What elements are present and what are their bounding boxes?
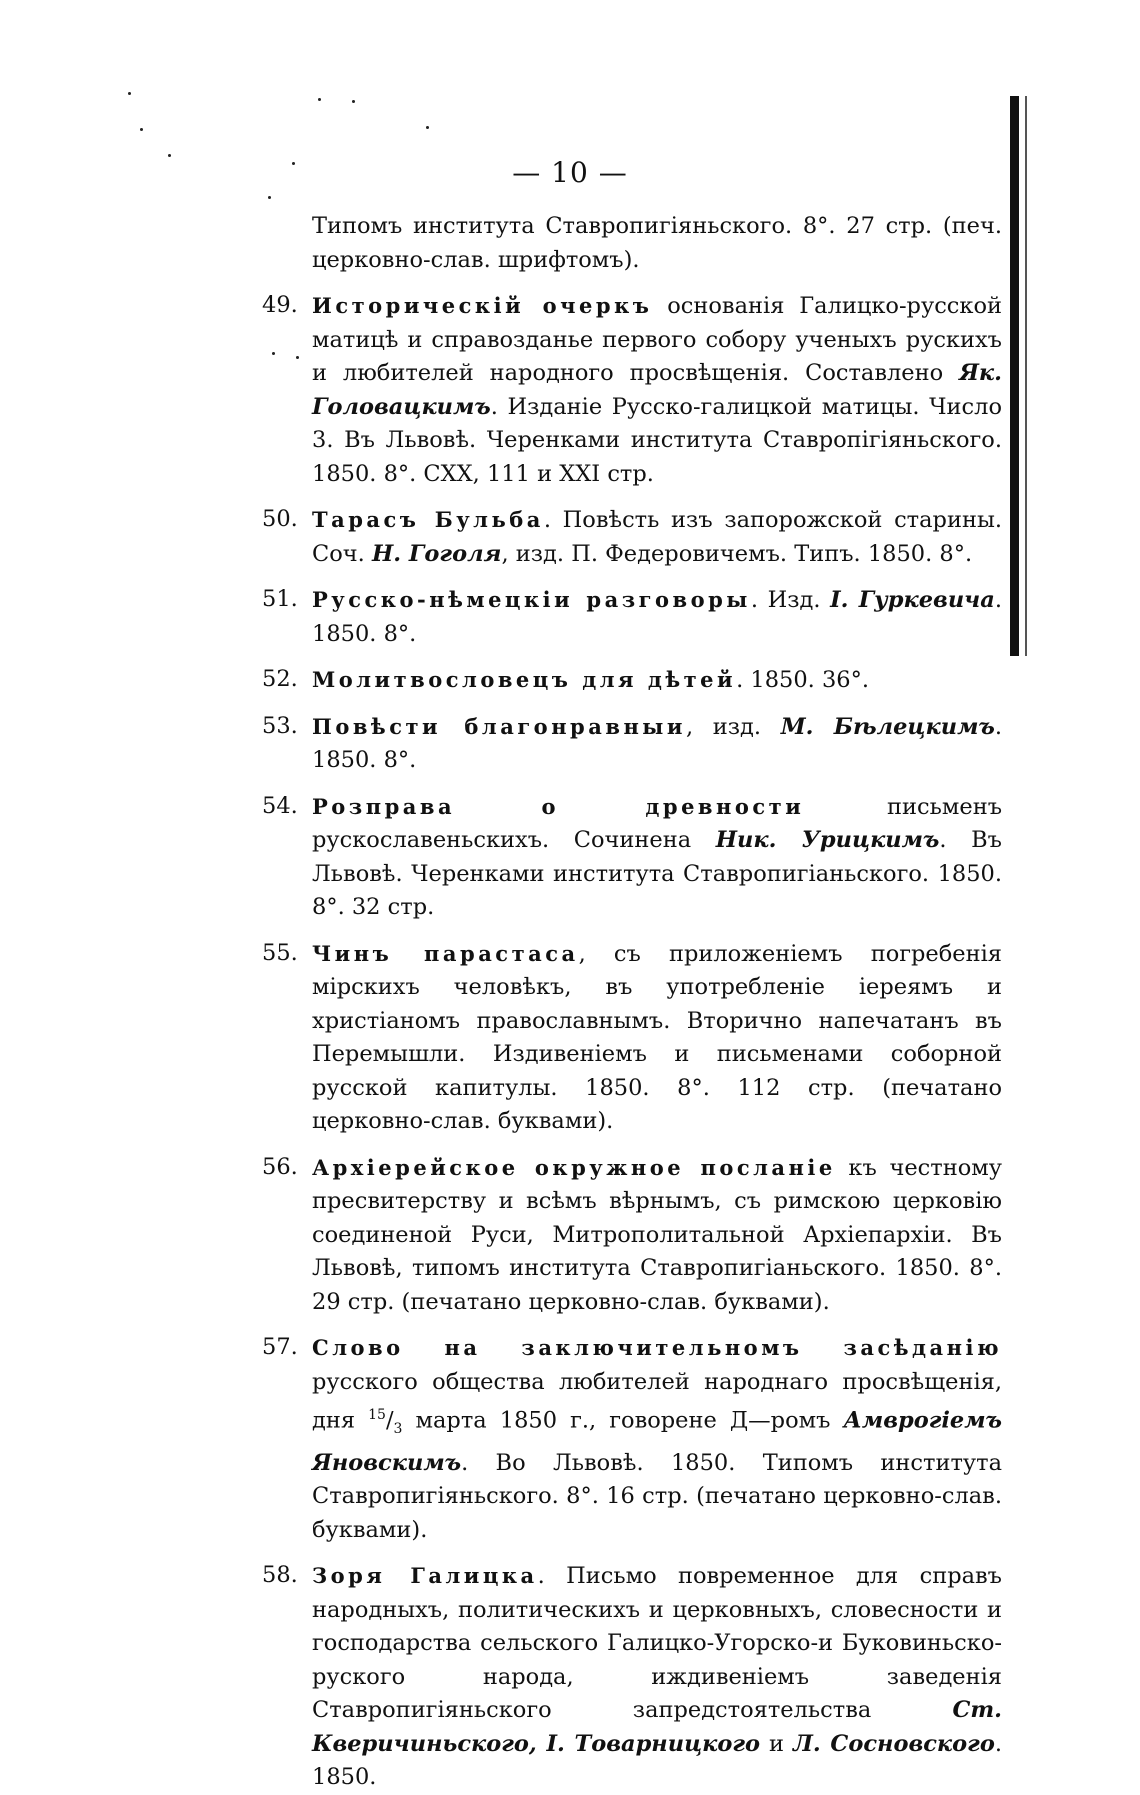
scan-speck bbox=[268, 196, 271, 199]
entry-51 bbox=[262, 583, 1002, 651]
entry-49 bbox=[262, 289, 1002, 491]
entry-text: къ честному пресвитерству и всѣмъ вѣрнымъ, съ римскою церковію соединеной Руси, Митрополитальной Архіепархіи. Въ Львовѣ, типомъ института Ставропигіаньского. 1850. 8°. 29 стр. (печатано церковно-слав. буквами). bbox=[312, 1154, 1002, 1315]
bibliography-list bbox=[262, 210, 1002, 1795]
entry-text: . 1850. 8°. bbox=[312, 587, 1002, 647]
entry-title: Слово на заключительномъ засѣданію bbox=[312, 1335, 1002, 1360]
entry-title: Архіерейское окружное посланіе bbox=[312, 1154, 836, 1180]
entry-50 bbox=[262, 503, 1002, 571]
entry-text: . 1850. 8°. bbox=[312, 713, 1002, 773]
entry-number: 54. bbox=[262, 792, 298, 819]
entry-title: Повѣсти благонравныи bbox=[312, 713, 686, 739]
entry-text: . 1850. 36°. bbox=[736, 667, 869, 693]
entry-text: . Повѣсть изъ запорожской старины. Соч. bbox=[312, 507, 1002, 567]
entry-55 bbox=[262, 937, 1002, 1139]
entry-text: марта 1850 г., говорене Д—ромъ bbox=[402, 1407, 844, 1434]
entry-58 bbox=[262, 1559, 1002, 1795]
entry-author: Як. Головацкимъ bbox=[312, 360, 1002, 420]
entry-53 bbox=[262, 710, 1002, 778]
entry-author: I. Гуркевича bbox=[830, 587, 995, 613]
entry-author: Л. Сосновского bbox=[793, 1730, 995, 1757]
entry-text: . Письмо повременное для справъ народныхъ, политическихъ и церковныхъ, словесности и господарства сельского Галицко-Угорско-и Буковиньско-руского народа, иждивеніемъ заведенія Ставропигіяньского запредстоятельства bbox=[312, 1563, 1002, 1723]
entry-number: 55. bbox=[262, 939, 298, 966]
entry-text: . Во Львовѣ. 1850. Типомъ института Ставропигіяньского. 8°. 16 стр. (печатано церковно-слав. буквами). bbox=[312, 1449, 1002, 1543]
date-fraction-numerator: 15 bbox=[368, 1407, 386, 1423]
scan-speck bbox=[318, 98, 321, 101]
entry-title: Тарасъ Бульба bbox=[312, 507, 544, 532]
entry-author: Амврогіемъ Яновскимъ bbox=[312, 1407, 1002, 1476]
entry-text: письменъ рускославеньскихъ. Сочинена bbox=[312, 793, 1003, 853]
entry-57: 57. Слово на заключительномъ засѣданію русского общества любителей народнаго просвѣщенія, дня $^{15}/_3$ марта 1850 г., говорене Д—ромъ Амврогіемъ Яновскимъ. Во Львовѣ. 1850. Типомъ института Ставропигіяньского. 8°. 16 стр. (печатано церковно-слав. буквами). bbox=[262, 1331, 1002, 1547]
entry-title: Чинъ парастаса bbox=[312, 940, 579, 966]
entry-title: Зоря Галицка bbox=[312, 1563, 538, 1588]
entry-title: Историческій очеркъ bbox=[312, 293, 653, 318]
entry-number: 58. bbox=[262, 1562, 298, 1588]
entry-text: , изд. П. Федеровичемъ. Типъ. 1850. 8°. bbox=[501, 540, 973, 567]
entry-author: Ст. Кверичиньского, I. Товарницкого bbox=[312, 1697, 1002, 1757]
entry-54 bbox=[262, 790, 1002, 925]
entry-number: 57. bbox=[262, 1334, 298, 1360]
entry-text: . Изданіе Русско-галицкой матицы. Число 3. Въ Львовѣ. Черенками института Ставропігіяньского. 1850. 8°. CXX, 111 и XXI стр. bbox=[312, 393, 1002, 487]
entry-number: 50. bbox=[262, 506, 298, 532]
entry-text: . 1850. bbox=[312, 1730, 1002, 1790]
entry-title: Русско-нѣмецкіи разговоры bbox=[312, 587, 751, 612]
entry-number: 56. bbox=[262, 1153, 298, 1180]
entry-author: Н. Гоголя bbox=[371, 540, 502, 567]
entry-number: 53. bbox=[262, 712, 298, 739]
entry-text: . Въ Львовѣ. Черенками института Ставропигіаньского. 1850. 8°. 32 стр. bbox=[312, 827, 1002, 920]
entry-text: и bbox=[760, 1730, 794, 1757]
entry-text: , изд. bbox=[685, 713, 781, 740]
scan-speck bbox=[426, 126, 429, 129]
entry-text: . Изд. bbox=[750, 587, 831, 613]
entry-text: русского общества любителей народнаго просвѣщенія, дня bbox=[312, 1368, 1002, 1434]
entry-number: 51. bbox=[262, 586, 298, 612]
date-fraction-denominator: 3 bbox=[393, 1421, 403, 1437]
entry-title: Молитвословецъ для дѣтей bbox=[312, 667, 737, 692]
entry-52 bbox=[262, 663, 1002, 698]
entry-56 bbox=[262, 1151, 1002, 1320]
entry-author: М. Бѣлецкимъ bbox=[780, 713, 995, 740]
entry-number: 49. bbox=[262, 292, 298, 318]
page-number: — 10 — bbox=[512, 156, 628, 189]
scan-speck bbox=[140, 128, 143, 131]
entry-title: Розправа о древности bbox=[312, 793, 805, 819]
scan-speck bbox=[128, 92, 131, 95]
entry-author: Ник. Урицкимъ bbox=[715, 827, 940, 853]
entry-text: , съ приложеніемъ погребенія мірскихъ человѣкъ, въ употребленіе іереямъ и христіаномъ православнымъ. Вторично напечатанъ въ Перемышли. Издивеніемъ и письменами соборной русской капитулы. 1850. 8°. 112 стр. (печатано церковно-слав. буквами). bbox=[312, 940, 1002, 1134]
entry-number: 52. bbox=[262, 666, 298, 692]
entry-text: основанія Галицко-русской матицѣ и справозданье первого собору ученыхъ рускихъ и любителей народного просвѣщенія. Составлено bbox=[312, 293, 1002, 386]
scan-speck bbox=[352, 100, 355, 103]
continued-entry-text: Типомъ института Ставропигіяньского. 8°. 27 стр. (печ. церковно-слав. шрифтомъ). bbox=[312, 213, 1002, 273]
